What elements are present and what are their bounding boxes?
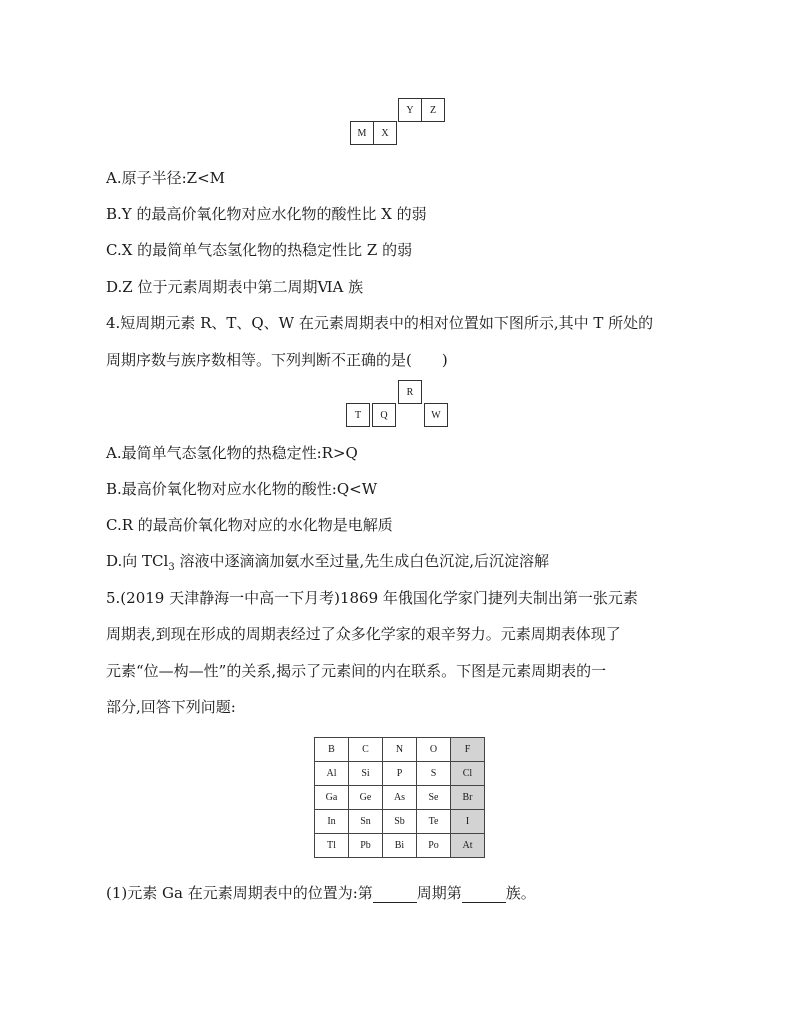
pt-cell: Si <box>349 762 383 786</box>
pt-cell: I <box>451 810 485 834</box>
q5-sub1-pre: (1)元素 Ga 在元素周期表中的位置为:第 <box>106 884 373 902</box>
q4-option-d-sub: 3 <box>168 562 175 573</box>
pt-cell: O <box>417 738 451 762</box>
q5-sub1-post: 族。 <box>505 884 536 902</box>
cell-W: W <box>424 403 448 427</box>
answer-blank-group[interactable] <box>462 888 506 903</box>
pt-cell: Pb <box>349 834 383 858</box>
pt-cell: Po <box>417 834 451 858</box>
answer-blank-period[interactable] <box>373 888 417 903</box>
cell-Y: Y <box>398 98 422 122</box>
q5-sub1-mid: 周期第 <box>416 884 462 902</box>
q4-stem-line1: 4.短周期元素 R、T、Q、W 在元素周期表中的相对位置如下图所示,其中 T 所处的 <box>106 314 654 332</box>
cell-empty <box>398 403 422 427</box>
pt-cell: C <box>349 738 383 762</box>
pt-cell: P <box>383 762 417 786</box>
cell-T: T <box>346 403 370 427</box>
pt-cell: Sb <box>383 810 417 834</box>
pt-cell: Te <box>417 810 451 834</box>
pt-cell: N <box>383 738 417 762</box>
q5-stem-line2: 周期表,到现在形成的周期表经过了众多化学家的艰辛努力。元素周期表体现了 <box>106 625 621 643</box>
q5-stem-line4: 部分,回答下列问题: <box>106 698 236 716</box>
pt-cell: Al <box>315 762 349 786</box>
cell-M: M <box>350 121 374 145</box>
q3-option-a: A.原子半径:Z<M <box>106 169 226 187</box>
q4-option-d-pre: D.向 TCl <box>106 552 169 570</box>
cell-Z: Z <box>421 98 445 122</box>
q5-stem-line1: 5.(2019 天津静海一中高一下月考)1869 年俄国化学家门捷列夫制出第一张元素 <box>106 589 638 607</box>
pt-cell: Sn <box>349 810 383 834</box>
pt-cell: At <box>451 834 485 858</box>
q3-option-d: D.Z 位于元素周期表中第二周期ⅥA 族 <box>106 278 364 296</box>
cell-X: X <box>373 121 397 145</box>
q4-option-b: B.最高价氧化物对应水化物的酸性:Q<W <box>106 480 378 498</box>
pt-cell: Se <box>417 786 451 810</box>
pt-cell: In <box>315 810 349 834</box>
pt-cell: Cl <box>451 762 485 786</box>
pt-cell: Tl <box>315 834 349 858</box>
q4-stem-line2: 周期序数与族序数相等。下列判断不正确的是( ) <box>106 351 448 369</box>
pt-cell: B <box>315 738 349 762</box>
q4-option-d-post: 溶液中逐滴滴加氨水至过量,先生成白色沉淀,后沉淀溶解 <box>174 552 549 570</box>
q3-option-c: C.X 的最简单气态氢化物的热稳定性比 Z 的弱 <box>106 241 413 259</box>
pt-cell: F <box>451 738 485 762</box>
q4-option-d <box>106 551 549 578</box>
pt-cell: Ge <box>349 786 383 810</box>
q3-option-b: B.Y 的最高价氧化物对应水化物的酸性比 X 的弱 <box>106 205 427 223</box>
periodic-table-fragment <box>314 737 485 858</box>
q4-option-c: C.R 的最高价氧化物对应的水化物是电解质 <box>106 516 393 534</box>
pt-cell: As <box>383 786 417 810</box>
pt-cell: S <box>417 762 451 786</box>
cell-Q: Q <box>372 403 396 427</box>
pt-cell: Ga <box>315 786 349 810</box>
q5-subquestion-1 <box>106 883 536 903</box>
q5-stem-line3: 元素“位—构—性”的关系,揭示了元素间的内在联系。下图是元素周期表的一 <box>106 662 607 680</box>
cell-R: R <box>398 380 422 404</box>
pt-cell: Bi <box>383 834 417 858</box>
pt-cell: Br <box>451 786 485 810</box>
q4-option-a: A.最简单气态氢化物的热稳定性:R>Q <box>106 444 358 462</box>
